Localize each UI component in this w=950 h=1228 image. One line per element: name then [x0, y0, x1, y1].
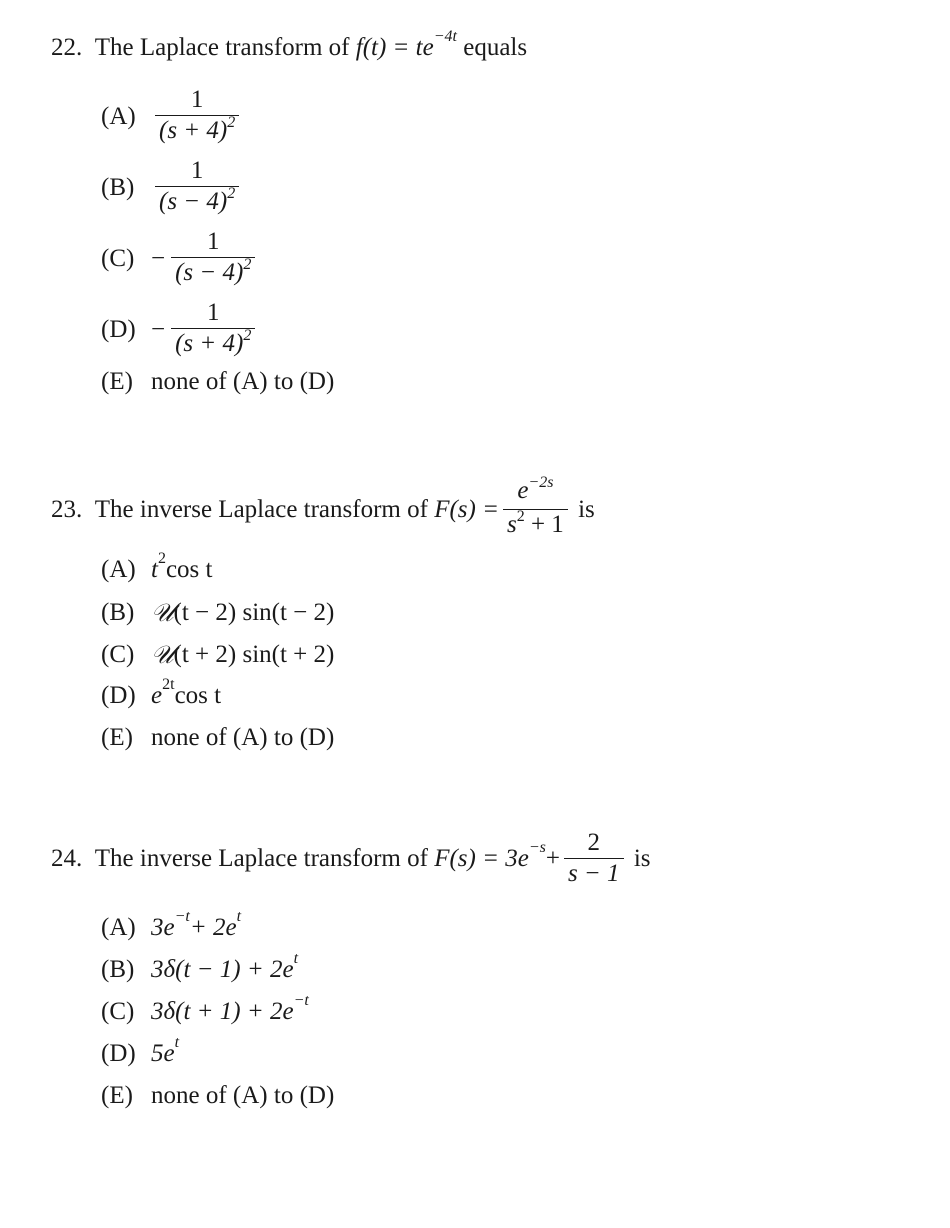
denominator-base: (s − 4) [159, 188, 228, 215]
option-exponent: 2t [162, 676, 175, 693]
question-text: The inverse Laplace transform of [94, 495, 428, 523]
option-label: (B) [101, 599, 135, 626]
denominator-exponent: 2 [227, 114, 236, 131]
fraction-denominator [171, 328, 255, 362]
option-part: 3δ(t + 1) + 2e [151, 998, 294, 1025]
question-expression-exponent: −4t [433, 28, 457, 45]
option-fraction [155, 85, 239, 149]
option-24c[interactable] [101, 992, 309, 1026]
option-exponent: −t [174, 908, 190, 925]
option-23a[interactable] [101, 550, 213, 584]
option-fraction [155, 156, 239, 220]
question-text: The Laplace transform of [94, 34, 350, 61]
option-exponent: 2 [157, 550, 166, 567]
question-expression-exponent: −s [528, 838, 546, 856]
option-label: (E) [101, 724, 133, 751]
denominator-exponent: 2 [243, 327, 252, 344]
option-23b[interactable] [101, 598, 334, 628]
question-number: 22. [51, 34, 83, 61]
denominator-exponent: 2 [243, 256, 252, 273]
option-22e[interactable] [101, 368, 334, 396]
denominator-base: (s + 4) [175, 330, 244, 357]
option-24a[interactable] [101, 908, 242, 942]
denominator-base: s [506, 511, 517, 538]
question-text-end: is [578, 495, 595, 523]
option-23c[interactable] [101, 640, 334, 670]
denominator-base: (s − 4) [175, 259, 244, 286]
question-22 [51, 28, 528, 62]
question-number: 24. [51, 844, 83, 872]
fraction-numerator: 1 [206, 299, 220, 326]
option-base: e [151, 682, 163, 709]
option-rest: cos t [174, 682, 222, 709]
option-22b[interactable] [101, 156, 243, 220]
fraction-numerator: 1 [190, 86, 204, 113]
option-step-function: 𝒰 [151, 598, 174, 627]
option-label: (A) [101, 556, 136, 583]
option-fraction [171, 227, 255, 291]
option-sign: − [151, 316, 166, 343]
option-sign: − [151, 245, 166, 272]
fraction-denominator [503, 509, 568, 543]
option-22c[interactable] [101, 227, 259, 291]
fraction-denominator: s − 1 [564, 858, 624, 889]
fraction-numerator [513, 476, 557, 509]
denominator-exponent: 2 [516, 508, 525, 525]
question-text: The inverse Laplace transform of [94, 844, 428, 872]
option-24b[interactable] [101, 950, 299, 984]
option-exponent: t [293, 950, 299, 967]
option-text: none of (A) to (D) [151, 368, 335, 395]
denominator-rest: + 1 [524, 511, 564, 538]
option-exponent: t [236, 908, 242, 925]
option-label: (B) [101, 956, 135, 983]
option-text: none of (A) to (D) [151, 1082, 335, 1109]
numerator-base: e [517, 477, 529, 504]
option-text: none of (A) to (D) [151, 724, 335, 751]
fraction-numerator: 2 [587, 829, 600, 856]
fraction-denominator [171, 257, 255, 291]
option-step-function: 𝒰 [151, 640, 174, 669]
option-exponent: t [174, 1034, 180, 1051]
fraction-numerator: 1 [190, 157, 204, 184]
option-exponent: −t [293, 992, 309, 1009]
option-part: 3δ(t − 1) + 2e [151, 956, 294, 983]
option-label: (D) [101, 316, 136, 343]
option-23e[interactable] [101, 724, 334, 752]
option-23d[interactable] [101, 676, 222, 710]
question-text-end: is [633, 844, 651, 872]
fraction-denominator [155, 186, 239, 220]
option-base: t [151, 556, 158, 583]
option-22a[interactable] [101, 85, 243, 149]
option-rest: (t − 2) sin(t − 2) [173, 599, 335, 626]
question-24 [51, 828, 651, 889]
option-part: 3e [151, 914, 175, 941]
option-24e[interactable] [101, 1082, 334, 1110]
option-label: (D) [101, 682, 136, 709]
option-rest: (t + 2) sin(t + 2) [173, 641, 335, 668]
question-expression: F(s) = 3e [434, 844, 529, 872]
option-label: (A) [101, 914, 136, 941]
option-fraction [171, 298, 255, 362]
option-label: (D) [101, 1040, 136, 1067]
option-label: (C) [101, 245, 135, 272]
option-part: 5e [151, 1040, 175, 1067]
question-fraction [564, 828, 624, 889]
question-23 [51, 476, 595, 543]
option-24d[interactable] [101, 1034, 180, 1068]
question-number: 23. [51, 495, 83, 523]
option-part: + 2e [189, 914, 237, 941]
denominator-base: (s + 4) [159, 117, 228, 144]
question-plus: + [545, 844, 560, 872]
question-text-end: equals [463, 34, 528, 61]
option-label: (C) [101, 998, 135, 1025]
question-expression: F(s) = [434, 495, 499, 523]
option-label: (C) [101, 641, 135, 668]
option-22d[interactable] [101, 298, 259, 362]
option-label: (B) [101, 174, 135, 201]
numerator-exponent: −2s [528, 474, 554, 491]
denominator-exponent: 2 [227, 185, 236, 202]
option-label: (E) [101, 1082, 133, 1109]
option-label: (A) [101, 103, 136, 130]
question-expression: f(t) = te [355, 34, 434, 61]
fraction-denominator [155, 115, 239, 149]
fraction-numerator: 1 [206, 228, 220, 255]
question-fraction [503, 476, 568, 543]
option-rest: cos t [165, 556, 213, 583]
option-label: (E) [101, 368, 133, 395]
